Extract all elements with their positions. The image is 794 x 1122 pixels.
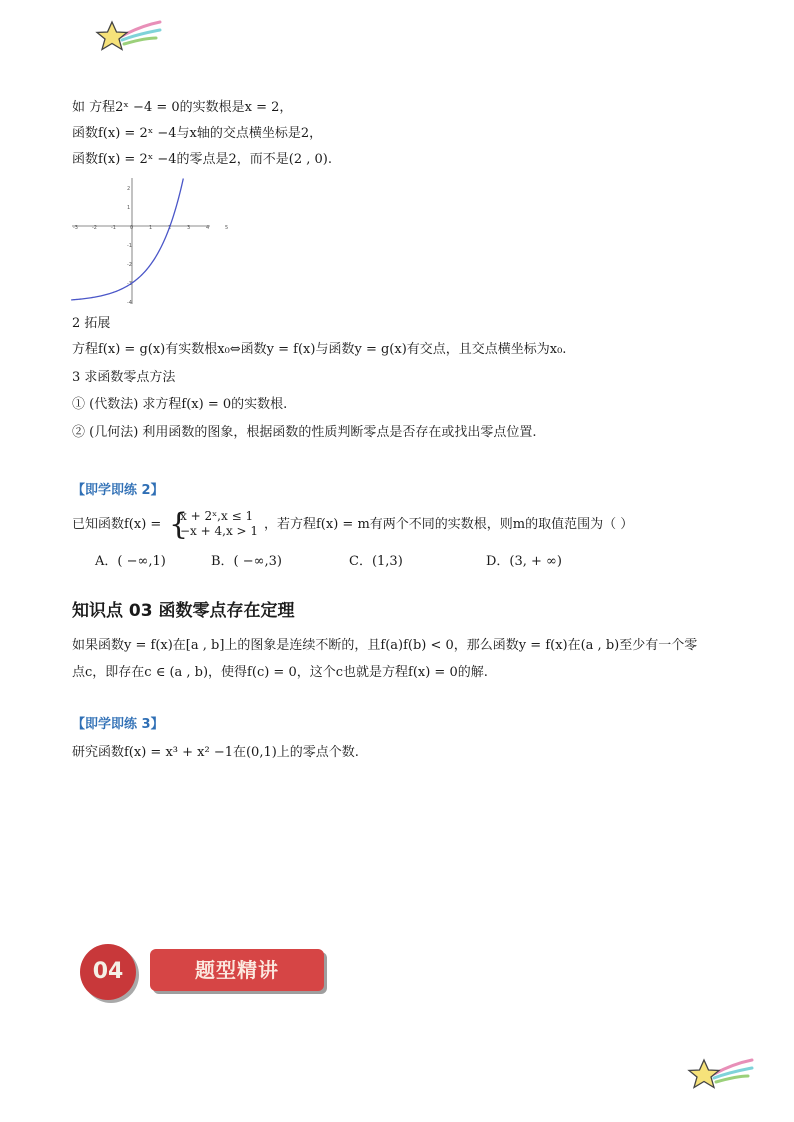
star-decoration-bottom-icon xyxy=(684,1052,756,1096)
y-tick-label: -4 xyxy=(127,300,132,306)
section-3-title: 3 求函数零点方法 xyxy=(72,370,176,385)
knowledge-point-heading: 知识点 03 函数零点存在定理 xyxy=(72,601,295,621)
x-tick-label: 5 xyxy=(225,225,229,231)
example-line-1: 如 方程2ˣ −4 = 0的实数根是x = 2， xyxy=(72,100,293,115)
y-tick-label: 2 xyxy=(127,186,131,192)
practice-3-label: 【即学即练 3】 xyxy=(72,717,164,732)
piecewise-brace: { xyxy=(169,507,189,542)
section-2-text: 方程f(x) = g(x)有实数根x₀⇔函数y = f(x)与函数y = g(x)有交点，且交点横坐标为x₀. xyxy=(72,342,567,357)
option-c[interactable]: C．(1,3) xyxy=(349,554,403,569)
piecewise-case-1: x + 2ˣ,x ≤ 1 xyxy=(180,509,254,523)
x-tick-label: 2 xyxy=(168,225,172,231)
x-tick-label: -3 xyxy=(73,225,78,231)
section-2-title: 2 拓展 xyxy=(72,316,111,331)
exponential-graph xyxy=(70,176,229,306)
theorem-text-2: 点c，即存在c ∈ (a , b)，使得f(c) = 0，这个c也就是方程f(x) = 0的解. xyxy=(72,665,488,680)
option-b[interactable]: B．( −∞,3) xyxy=(211,554,282,569)
section-number: 04 xyxy=(92,959,124,984)
practice-2-suffix: ，若方程f(x) = m有两个不同的实数根，则m的取值范围为（ ） xyxy=(264,517,634,532)
y-tick-label: 1 xyxy=(127,205,131,211)
method-item-algebraic: ① (代数法) 求方程f(x) = 0的实数根. xyxy=(72,397,288,412)
practice-2-label: 【即学即练 2】 xyxy=(72,483,164,498)
x-tick-label: 3 xyxy=(187,225,191,231)
x-tick-label: -2 xyxy=(92,225,97,231)
option-a[interactable]: A．( −∞,1) xyxy=(95,554,166,569)
example-line-3: 函数f(x) = 2ˣ −4的零点是2，而不是(2 , 0). xyxy=(72,152,333,167)
x-tick-label: 1 xyxy=(149,225,153,231)
method-item-geometric: ② (几何法) 利用函数的图象，根据函数的性质判断零点是否存在或找出零点位置. xyxy=(72,425,537,440)
option-d[interactable]: D．(3, + ∞) xyxy=(486,554,562,569)
practice-2-prefix: 已知函数f(x) = xyxy=(72,517,162,532)
example-line-2: 函数f(x) = 2ˣ −4与x轴的交点横坐标是2， xyxy=(72,126,323,141)
practice-3-text: 研究函数f(x) = x³ + x² −1在(0,1)上的零点个数. xyxy=(72,745,359,760)
y-tick-label: -1 xyxy=(127,243,132,249)
x-tick-label: 4 xyxy=(206,225,210,231)
star-decoration-top-icon xyxy=(92,14,164,58)
theorem-text-1: 如果函数y = f(x)在[a , b]上的图象是连续不断的，且f(a)f(b) < 0，那么函数y = f(x)在(a , b)至少有一个零 xyxy=(72,638,698,653)
y-tick-label: -2 xyxy=(127,262,132,268)
section-title: 题型精讲 xyxy=(195,958,279,982)
x-tick-label: -1 xyxy=(111,225,116,231)
x-tick-label: 0 xyxy=(130,225,134,231)
piecewise-case-2: −x + 4,x > 1 xyxy=(180,524,259,538)
y-tick-label: -3 xyxy=(127,281,132,287)
